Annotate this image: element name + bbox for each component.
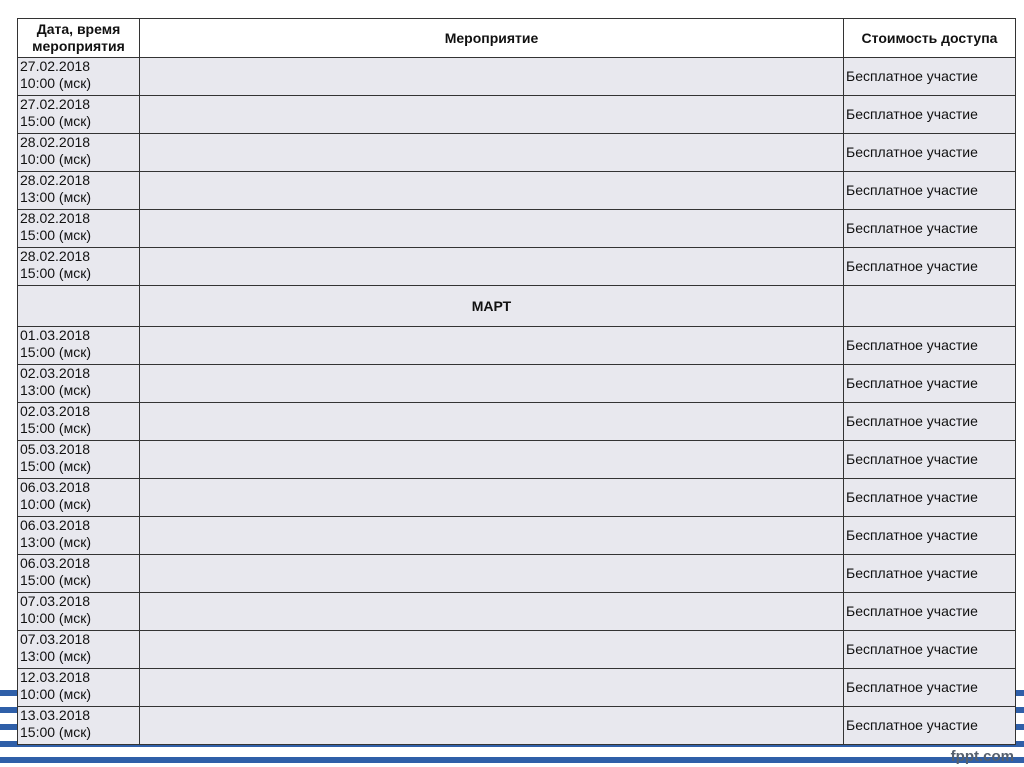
date-cell: 06.03.2018 15:00 (мск) <box>18 555 140 593</box>
table-row <box>18 669 1016 707</box>
event-cell <box>140 631 844 669</box>
cost-cell: Бесплатное участие <box>844 517 1016 555</box>
empty-cell <box>844 286 1016 327</box>
cost-cell: Бесплатное участие <box>844 134 1016 172</box>
cost-cell: Бесплатное участие <box>844 441 1016 479</box>
date-cell: 07.03.2018 10:00 (мск) <box>18 593 140 631</box>
table-row <box>18 58 1016 96</box>
date-cell: 27.02.2018 15:00 (мск) <box>18 96 140 134</box>
event-cell <box>140 517 844 555</box>
table-row <box>18 517 1016 555</box>
month-label: МАРТ <box>140 286 844 327</box>
decor-stripe <box>0 757 1024 763</box>
date-cell: 27.02.2018 10:00 (мск) <box>18 58 140 96</box>
date-cell: 06.03.2018 10:00 (мск) <box>18 479 140 517</box>
table-row <box>18 365 1016 403</box>
cost-cell: Бесплатное участие <box>844 58 1016 96</box>
cost-cell: Бесплатное участие <box>844 210 1016 248</box>
date-cell: 28.02.2018 15:00 (мск) <box>18 210 140 248</box>
event-cell <box>140 210 844 248</box>
event-cell <box>140 172 844 210</box>
table-row <box>18 96 1016 134</box>
cost-cell: Бесплатное участие <box>844 365 1016 403</box>
header-cost: Стоимость доступа <box>844 19 1016 58</box>
table-row <box>18 248 1016 286</box>
date-cell: 05.03.2018 15:00 (мск) <box>18 441 140 479</box>
event-cell <box>140 58 844 96</box>
event-cell <box>140 593 844 631</box>
event-cell <box>140 365 844 403</box>
event-cell <box>140 96 844 134</box>
event-cell <box>140 134 844 172</box>
event-cell <box>140 327 844 365</box>
cost-cell: Бесплатное участие <box>844 593 1016 631</box>
table-row <box>18 403 1016 441</box>
date-cell: 02.03.2018 15:00 (мск) <box>18 403 140 441</box>
empty-cell <box>18 286 140 327</box>
cost-cell: Бесплатное участие <box>844 96 1016 134</box>
cost-cell: Бесплатное участие <box>844 479 1016 517</box>
date-cell: 07.03.2018 13:00 (мск) <box>18 631 140 669</box>
header-date: Дата, время мероприятия <box>18 19 140 58</box>
cost-cell: Бесплатное участие <box>844 555 1016 593</box>
cost-cell: Бесплатное участие <box>844 707 1016 745</box>
event-cell <box>140 441 844 479</box>
table-row <box>18 327 1016 365</box>
date-cell: 28.02.2018 10:00 (мск) <box>18 134 140 172</box>
cost-cell: Бесплатное участие <box>844 327 1016 365</box>
table-row <box>18 441 1016 479</box>
date-cell: 13.03.2018 15:00 (мск) <box>18 707 140 745</box>
event-cell <box>140 479 844 517</box>
table-row <box>18 593 1016 631</box>
cost-cell: Бесплатное участие <box>844 248 1016 286</box>
cost-cell: Бесплатное участие <box>844 669 1016 707</box>
table-row <box>18 134 1016 172</box>
table-row <box>18 210 1016 248</box>
cost-cell: Бесплатное участие <box>844 172 1016 210</box>
header-event: Мероприятие <box>140 19 844 58</box>
table-row <box>18 707 1016 745</box>
cost-cell: Бесплатное участие <box>844 403 1016 441</box>
cost-cell: Бесплатное участие <box>844 631 1016 669</box>
date-cell: 01.03.2018 15:00 (мск) <box>18 327 140 365</box>
watermark: fppt.com <box>950 748 1014 765</box>
event-cell <box>140 248 844 286</box>
event-cell <box>140 555 844 593</box>
table-header-row <box>18 19 1016 58</box>
table-row <box>18 631 1016 669</box>
table-row <box>18 172 1016 210</box>
month-separator-row <box>18 286 1016 327</box>
event-cell <box>140 403 844 441</box>
date-cell: 06.03.2018 13:00 (мск) <box>18 517 140 555</box>
date-cell: 28.02.2018 13:00 (мск) <box>18 172 140 210</box>
event-cell <box>140 707 844 745</box>
date-cell: 12.03.2018 10:00 (мск) <box>18 669 140 707</box>
table-row <box>18 555 1016 593</box>
event-cell <box>140 669 844 707</box>
date-cell: 28.02.2018 15:00 (мск) <box>18 248 140 286</box>
events-schedule-table <box>17 18 1016 745</box>
date-cell: 02.03.2018 13:00 (мск) <box>18 365 140 403</box>
table-row <box>18 479 1016 517</box>
